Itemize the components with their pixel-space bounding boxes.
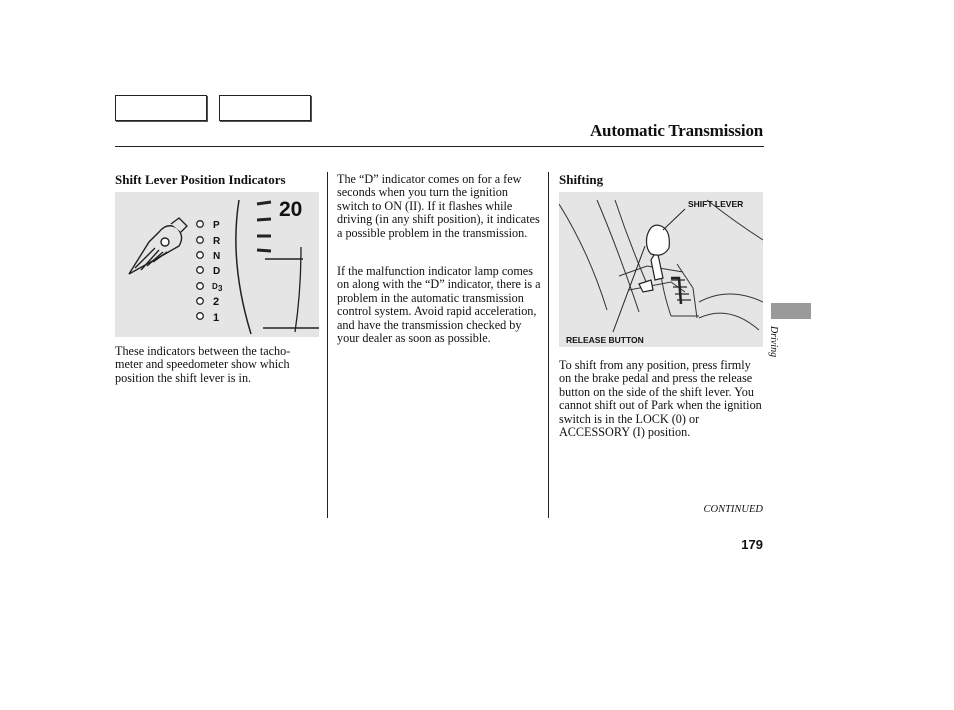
indicator-r: R bbox=[213, 236, 221, 247]
indicator-d3-number: 3 bbox=[218, 284, 223, 293]
shift-knob-icon bbox=[639, 225, 669, 292]
indicator-description: These indicators between the tacho- meter and speedometer show which position the shift lever is in. bbox=[115, 344, 291, 385]
column-divider-1 bbox=[327, 172, 328, 518]
continued-label: CONTINUED bbox=[703, 504, 763, 515]
indicator-d3-letter: D bbox=[212, 282, 218, 291]
shift-indicator-heading: Shift Lever Position Indicators bbox=[115, 172, 286, 187]
gauge-number: 20 bbox=[279, 198, 303, 221]
indicator-figure bbox=[115, 192, 319, 337]
column-divider-2 bbox=[548, 172, 549, 518]
indicator-1: 1 bbox=[213, 312, 220, 324]
shift-lever-icon bbox=[129, 218, 187, 274]
d-indicator-paragraph: The “D” indicator comes on for a few seconds when you turn the ignition switch to ON (II). If it flashes while driving (in any shift position), it indicates a possible problem in the transmission. bbox=[337, 172, 540, 240]
indicator-letters bbox=[212, 220, 223, 324]
title-rule bbox=[115, 146, 764, 147]
previous-page-button[interactable] bbox=[115, 95, 207, 121]
malfunction-paragraph: If the malfunction indicator lamp comes on along with the “D” indicator, there is a problem in the automatic transmission control system. Avoid rapid acceleration, and have the transmission checked by your dealer as soon as possible. bbox=[337, 264, 541, 346]
shift-lever-callout: SHIFT LEVER bbox=[688, 199, 744, 209]
indicator-d: D bbox=[213, 266, 221, 277]
page-number: 179 bbox=[741, 537, 763, 552]
release-button-callout: RELEASE BUTTON bbox=[566, 335, 644, 345]
indicator-p: P bbox=[213, 220, 220, 231]
section-tab bbox=[771, 303, 811, 319]
gauge-icon bbox=[236, 200, 319, 334]
section-label: Driving bbox=[768, 326, 779, 358]
indicator-2: 2 bbox=[213, 296, 220, 308]
gear-slot-icon bbox=[671, 278, 691, 304]
next-page-button[interactable] bbox=[219, 95, 311, 121]
console-outline-icon bbox=[559, 200, 763, 330]
shifting-heading: Shifting bbox=[559, 172, 604, 187]
indicator-lamps bbox=[197, 221, 204, 320]
page-title: Automatic Transmission bbox=[589, 121, 763, 140]
shifting-instructions: To shift from any position, press firmly on the brake pedal and press the release button on the side of the shift lever. You cannot shift out of Park when the ignition switch is in the LOCK (0) or ACCESSORY (I) position. bbox=[559, 358, 762, 440]
shift-lever-figure bbox=[559, 192, 763, 347]
indicator-n: N bbox=[213, 251, 221, 262]
